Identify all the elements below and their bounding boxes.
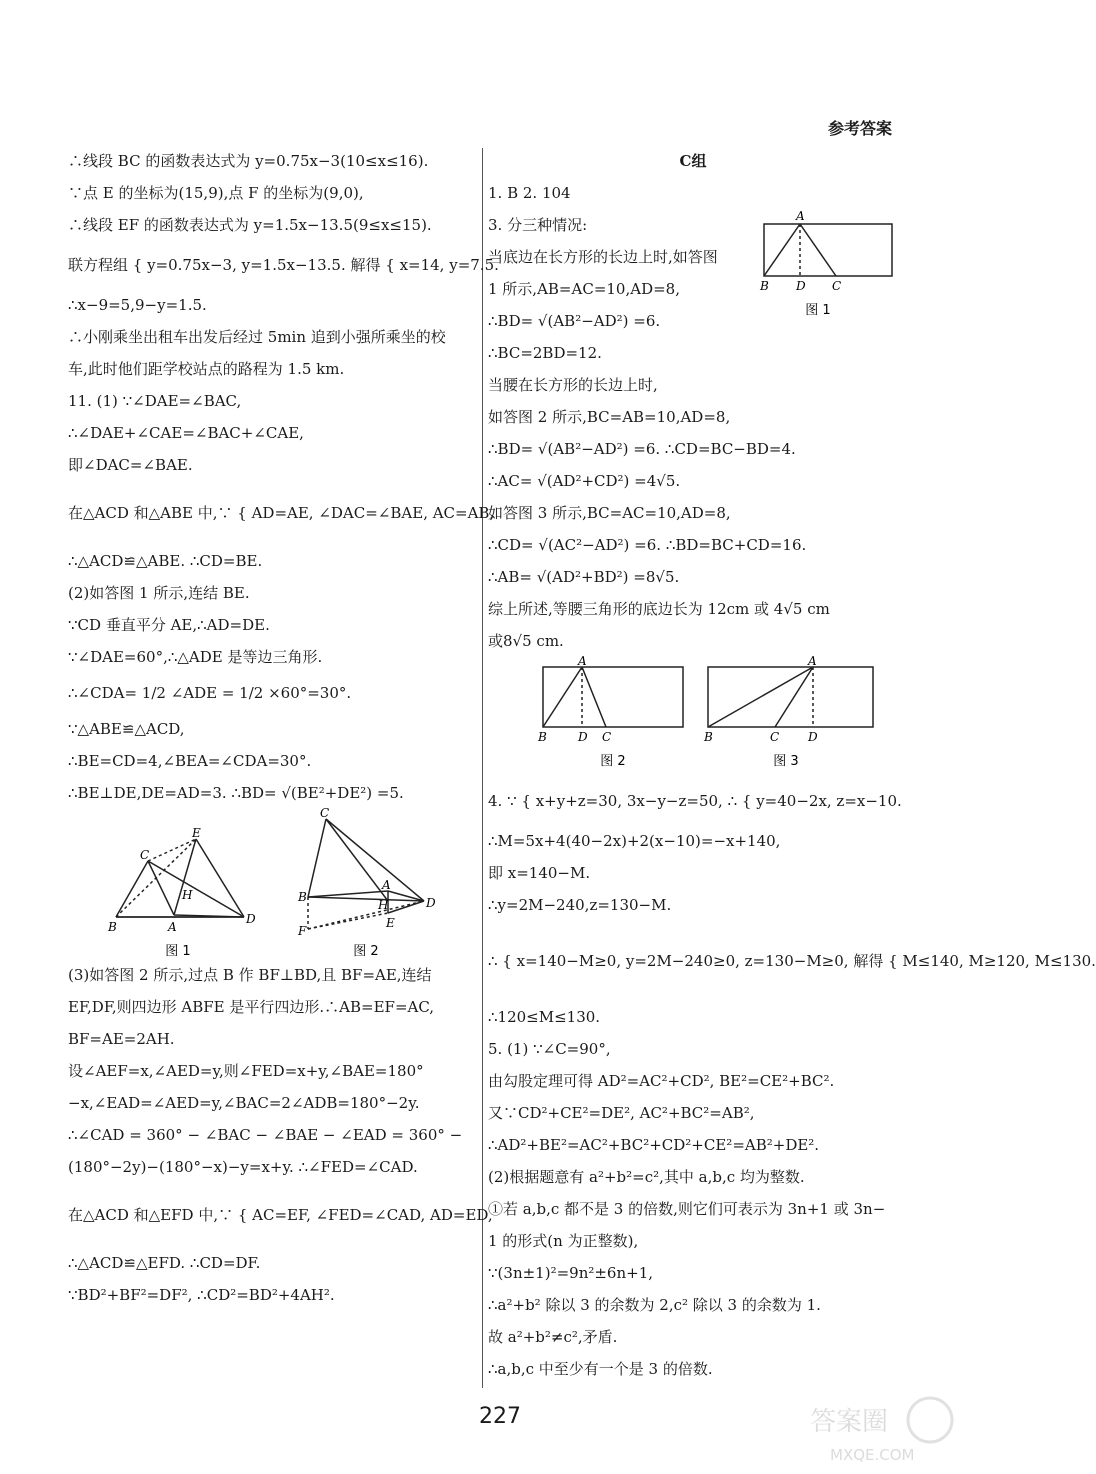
column-divider bbox=[482, 148, 483, 1388]
text-line: ∴120≤M≤130. bbox=[488, 1008, 601, 1026]
text-line: ∴∠CAD = 360° − ∠BAC − ∠BAE − ∠EAD = 360° − bbox=[68, 1126, 463, 1144]
text-line: ∴AD²+BE²=AC²+BC²+CD²+CE²=AB²+DE². bbox=[488, 1136, 820, 1154]
text-line: (2)根据题意有 a²+b²=c²,其中 a,b,c 均为整数. bbox=[488, 1168, 805, 1186]
label-b: B bbox=[704, 730, 713, 744]
left-column bbox=[68, 145, 499, 1311]
text-line: ∴y=2M−240,z=130−M. bbox=[488, 896, 672, 914]
figure-1-rect bbox=[764, 224, 892, 276]
text-line: 3. 分三种情况: bbox=[488, 216, 588, 234]
text-line: 5. (1) ∵∠C=90°, bbox=[488, 1040, 611, 1058]
text-line: ∴M=5x+4(40−2x)+2(x−10)=−x+140, bbox=[488, 832, 781, 850]
text-line: ∴小刚乘坐出租车出发后经过 5min 追到小强所乘坐的校 bbox=[68, 328, 446, 346]
label-c: C bbox=[140, 848, 150, 862]
label-c: C bbox=[770, 730, 780, 744]
text-line: ∴∠CDA= 1/2 ∠ADE = 1/2 ×60°=30°. bbox=[68, 684, 352, 702]
text-line: ∴AB= √(AD²+BD²) =8√5. bbox=[488, 568, 680, 586]
label-b: B bbox=[298, 890, 307, 904]
text-line: 1 的形式(n 为正整数), bbox=[488, 1232, 639, 1250]
text-line: ∵BD²+BF²=DF², ∴CD²=BD²+4AH². bbox=[68, 1286, 335, 1304]
text-line: −x,∠EAD=∠AED=y,∠BAC=2∠ADB=180°−2y. bbox=[68, 1094, 420, 1112]
watermark bbox=[770, 1390, 970, 1470]
figure-2-caption: 图 2 bbox=[600, 754, 626, 769]
text-line: 当腰在长方形的长边上时, bbox=[488, 376, 658, 394]
label-c: C bbox=[320, 806, 330, 820]
text-line: 1 所示,AB=AC=10,AD=8, bbox=[488, 280, 680, 298]
text-line: 综上所述,等腰三角形的底边长为 12cm 或 4√5 cm bbox=[488, 600, 830, 618]
page-number: 227 bbox=[479, 1404, 521, 1429]
label-c: C bbox=[832, 279, 842, 293]
rectangle-figures-2-3 bbox=[488, 654, 898, 777]
figure-1-caption: 图 1 bbox=[805, 303, 831, 318]
text-line: 车,此时他们距学校站点的路程为 1.5 km. bbox=[68, 360, 345, 378]
text-line: 由勾股定理可得 AD²=AC²+CD², BE²=CE²+BC². bbox=[488, 1072, 835, 1090]
text-line: ∵∠DAE=60°,∴△ADE 是等边三角形. bbox=[68, 648, 323, 666]
text-line: ∵(3n±1)²=9n²±6n+1, bbox=[488, 1264, 654, 1282]
equation-system: 4. ∵ { x+y+z=30, 3x−y−z=50, ∴ { y=40−2x, z=x−10. bbox=[488, 792, 902, 810]
text-line: 11. (1) ∵∠DAE=∠BAC, bbox=[68, 392, 242, 410]
label-f: F bbox=[298, 924, 307, 938]
geometry-figures-1-2 bbox=[68, 806, 478, 959]
text-line: ∴△ACD≌△EFD. ∴CD=DF. bbox=[68, 1254, 261, 1272]
label-a: A bbox=[168, 920, 177, 934]
label-a: A bbox=[578, 654, 587, 668]
figure-3-rect bbox=[708, 667, 873, 727]
right-figures-2-3 bbox=[488, 654, 898, 777]
label-a: A bbox=[796, 209, 805, 223]
text-line: 设∠AEF=x,∠AED=y,则∠FED=x+y,∠BAE=180° bbox=[68, 1062, 424, 1080]
label-h: H bbox=[378, 898, 389, 912]
text-line: ①若 a,b,c 都不是 3 的倍数,则它们可表示为 3n+1 或 3n− bbox=[488, 1200, 886, 1218]
text-line: ∴线段 BC 的函数表达式为 y=0.75x−3(10≤x≤16). bbox=[68, 152, 429, 170]
text-line: 如答图 2 所示,BC=AB=10,AD=8, bbox=[488, 408, 731, 426]
label-c: C bbox=[602, 730, 612, 744]
text-line: ∴线段 EF 的函数表达式为 y=1.5x−13.5(9≤x≤15). bbox=[68, 216, 432, 234]
text-line: ∴BE⊥DE,DE=AD=3. ∴BD= √(BE²+DE²) =5. bbox=[68, 784, 404, 802]
label-a: A bbox=[808, 654, 817, 668]
text-line: (2)如答图 1 所示,连结 BE. bbox=[68, 584, 250, 602]
label-d: D bbox=[578, 730, 588, 744]
figure-2-caption: 图 2 bbox=[353, 944, 379, 959]
label-d: D bbox=[246, 912, 256, 926]
label-d: D bbox=[796, 279, 806, 293]
label-h: H bbox=[182, 888, 193, 902]
text-line: (3)如答图 2 所示,过点 B 作 BF⊥BD,且 BF=AE,连结 bbox=[68, 966, 432, 984]
label-b: B bbox=[760, 279, 769, 293]
text-line: 故 a²+b²≠c²,矛盾. bbox=[488, 1328, 618, 1346]
text-line: ∴△ACD≌△ABE. ∴CD=BE. bbox=[68, 552, 263, 570]
watermark-circle-icon bbox=[908, 1398, 952, 1442]
text-line: BF=AE=2AH. bbox=[68, 1030, 175, 1048]
text-line: ∵△ABE≌△ACD, bbox=[68, 720, 185, 738]
figure-1-caption: 图 1 bbox=[165, 944, 191, 959]
label-b: B bbox=[538, 730, 547, 744]
inequality-system: ∴ { x=140−M≥0, y=2M−240≥0, z=130−M≥0, 解得 { M≤140, M≥120, M≤130. bbox=[488, 952, 1096, 970]
watermark-url: MXQE.COM bbox=[830, 1446, 915, 1464]
watermark-logo-text: 答案圈 bbox=[810, 1407, 889, 1437]
label-e: E bbox=[192, 826, 201, 840]
figure-2 bbox=[308, 819, 424, 929]
figure-3-caption: 图 3 bbox=[773, 754, 799, 769]
label-e: E bbox=[386, 916, 395, 930]
text-line: ∴AC= √(AD²+CD²) =4√5. bbox=[488, 472, 681, 490]
label-b: B bbox=[108, 920, 117, 934]
text-line: 又∵CD²+CE²=DE², AC²+BC²=AB², bbox=[488, 1104, 755, 1122]
text-line: ∴BE=CD=4,∠BEA=∠CDA=30°. bbox=[68, 752, 312, 770]
header-title: 参考答案 bbox=[827, 119, 892, 138]
section-title: C组 bbox=[679, 152, 707, 170]
text-line: 或8√5 cm. bbox=[488, 632, 564, 650]
text-line: ∴a²+b² 除以 3 的余数为 2,c² 除以 3 的余数为 1. bbox=[488, 1296, 821, 1314]
text-line: 1. B 2. 104 bbox=[488, 184, 571, 202]
rectangle-figure-1 bbox=[760, 210, 900, 350]
watermark-logo bbox=[770, 1390, 970, 1470]
text-line: (180°−2y)−(180°−x)−y=x+y. ∴∠FED=∠CAD. bbox=[68, 1158, 418, 1176]
label-a: A bbox=[382, 878, 391, 892]
left-figures bbox=[68, 806, 478, 959]
text-line: ∴a,b,c 中至少有一个是 3 的倍数. bbox=[488, 1360, 713, 1378]
figure-2-rect bbox=[543, 667, 683, 727]
text-line: 即 x=140−M. bbox=[488, 864, 591, 882]
right-figure-1 bbox=[760, 210, 900, 354]
text-line: EF,DF,则四边形 ABFE 是平行四边形.∴AB=EF=AC, bbox=[68, 998, 435, 1016]
congruence-system: 在△ACD 和△EFD 中,∵ { AC=EF, ∠FED=∠CAD, AD=ED, bbox=[68, 1206, 493, 1224]
text-line: ∵点 E 的坐标为(15,9),点 F 的坐标为(9,0), bbox=[68, 184, 364, 202]
label-d: D bbox=[808, 730, 818, 744]
text-line: 即∠DAC=∠BAE. bbox=[68, 456, 193, 474]
text-line: ∴BD= √(AB²−AD²) =6. bbox=[488, 312, 661, 330]
label-d: D bbox=[426, 896, 436, 910]
equation-system: 联方程组 { y=0.75x−3, y=1.5x−13.5. 解得 { x=14, y=7.5. bbox=[68, 256, 499, 274]
text-line: ∴BD= √(AB²−AD²) =6. ∴CD=BC−BD=4. bbox=[488, 440, 796, 458]
text-line: ∵CD 垂直平分 AE,∴AD=DE. bbox=[68, 616, 270, 634]
text-line: ∴∠DAE+∠CAE=∠BAC+∠CAE, bbox=[68, 424, 304, 442]
text-line: 如答图 3 所示,BC=AC=10,AD=8, bbox=[488, 504, 731, 522]
figure-1 bbox=[116, 839, 244, 917]
congruence-system: 在△ACD 和△ABE 中,∵ { AD=AE, ∠DAC=∠BAE, AC=AB, bbox=[68, 504, 495, 522]
text-line: 当底边在长方形的长边上时,如答图 bbox=[488, 248, 718, 266]
text-line: ∴CD= √(AC²−AD²) =6. ∴BD=BC+CD=16. bbox=[488, 536, 807, 554]
text-line: ∴BC=2BD=12. bbox=[488, 344, 602, 362]
text-line: ∴x−9=5,9−y=1.5. bbox=[68, 296, 207, 314]
